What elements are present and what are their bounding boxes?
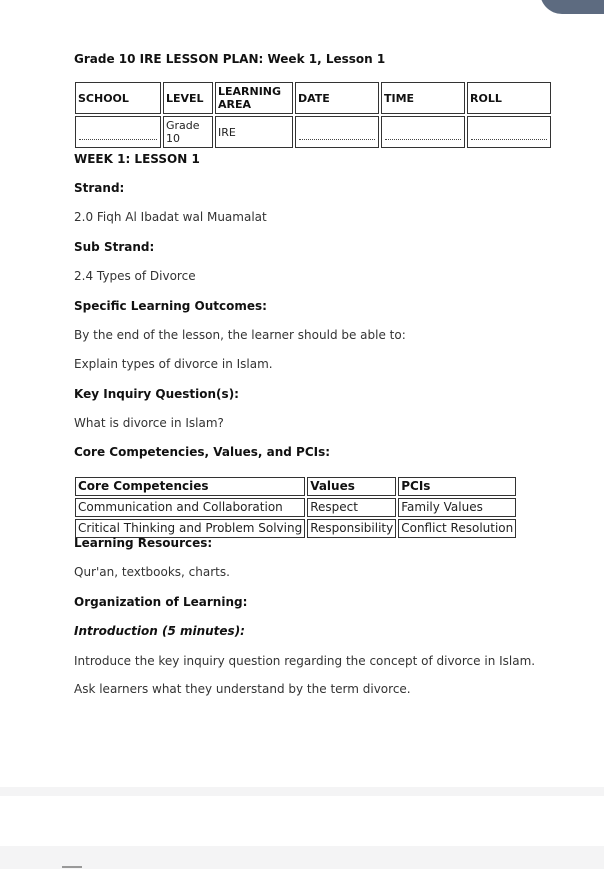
introduction-line-2: Ask learners what they understand by the term divorce. <box>74 682 411 696</box>
slo-item: Explain types of divorce in Islam. <box>74 357 273 371</box>
date-blank <box>299 125 375 140</box>
time-blank <box>385 125 461 140</box>
cc-cell: Critical Thinking and Problem Solving <box>75 519 305 538</box>
substrand-label: Sub Strand: <box>74 240 155 254</box>
roll-blank <box>471 125 547 140</box>
cc-header-pcis: PCIs <box>398 477 516 496</box>
week-lesson-heading: WEEK 1: LESSON 1 <box>74 152 200 166</box>
resources-label: Learning Resources: <box>74 536 213 550</box>
header-time: TIME <box>381 82 465 114</box>
organization-label: Organization of Learning: <box>74 595 248 609</box>
value-date <box>295 116 379 148</box>
cc-cell: Family Values <box>398 498 516 517</box>
table-row <box>75 498 516 517</box>
value-roll <box>467 116 551 148</box>
value-level: Grade 10 <box>163 116 213 148</box>
value-time <box>381 116 465 148</box>
cc-cell: Communication and Collaboration <box>75 498 305 517</box>
document-title: Grade 10 IRE LESSON PLAN: Week 1, Lesson 1 <box>74 52 386 66</box>
header-level: LEVEL <box>163 82 213 114</box>
value-learning-area: IRE <box>215 116 293 148</box>
kiq-label: Key Inquiry Question(s): <box>74 387 239 401</box>
competencies-table <box>73 475 518 540</box>
cc-cell: Respect <box>307 498 396 517</box>
cc-header-values: Values <box>307 477 396 496</box>
header-school: SCHOOL <box>75 82 161 114</box>
introduction-label: Introduction (5 minutes): <box>74 624 245 638</box>
header-learning-area: LEARNING AREA <box>215 82 293 114</box>
kiq-value: What is divorce in Islam? <box>74 416 224 430</box>
page-marker <box>62 866 82 868</box>
corner-tab[interactable] <box>540 0 604 14</box>
introduction-line-1: Introduce the key inquiry question regarding the concept of divorce in Islam. <box>74 654 536 668</box>
header-table <box>73 80 553 150</box>
table-row <box>75 477 516 496</box>
next-page-preview <box>0 796 604 846</box>
header-roll: ROLL <box>467 82 551 114</box>
header-date: DATE <box>295 82 379 114</box>
slo-intro: By the end of the lesson, the learner should be able to: <box>74 328 406 342</box>
school-blank <box>79 125 157 140</box>
slo-label: Specific Learning Outcomes: <box>74 299 267 313</box>
value-school <box>75 116 161 148</box>
strand-value: 2.0 Fiqh Al Ibadat wal Muamalat <box>74 210 267 224</box>
cc-cell: Responsibility <box>307 519 396 538</box>
cc-label: Core Competencies, Values, and PCIs: <box>74 445 331 459</box>
cc-header-competencies: Core Competencies <box>75 477 305 496</box>
substrand-value: 2.4 Types of Divorce <box>74 269 196 283</box>
resources-value: Qur'an, textbooks, charts. <box>74 565 230 579</box>
strand-label: Strand: <box>74 181 125 195</box>
cc-cell: Conflict Resolution <box>398 519 516 538</box>
